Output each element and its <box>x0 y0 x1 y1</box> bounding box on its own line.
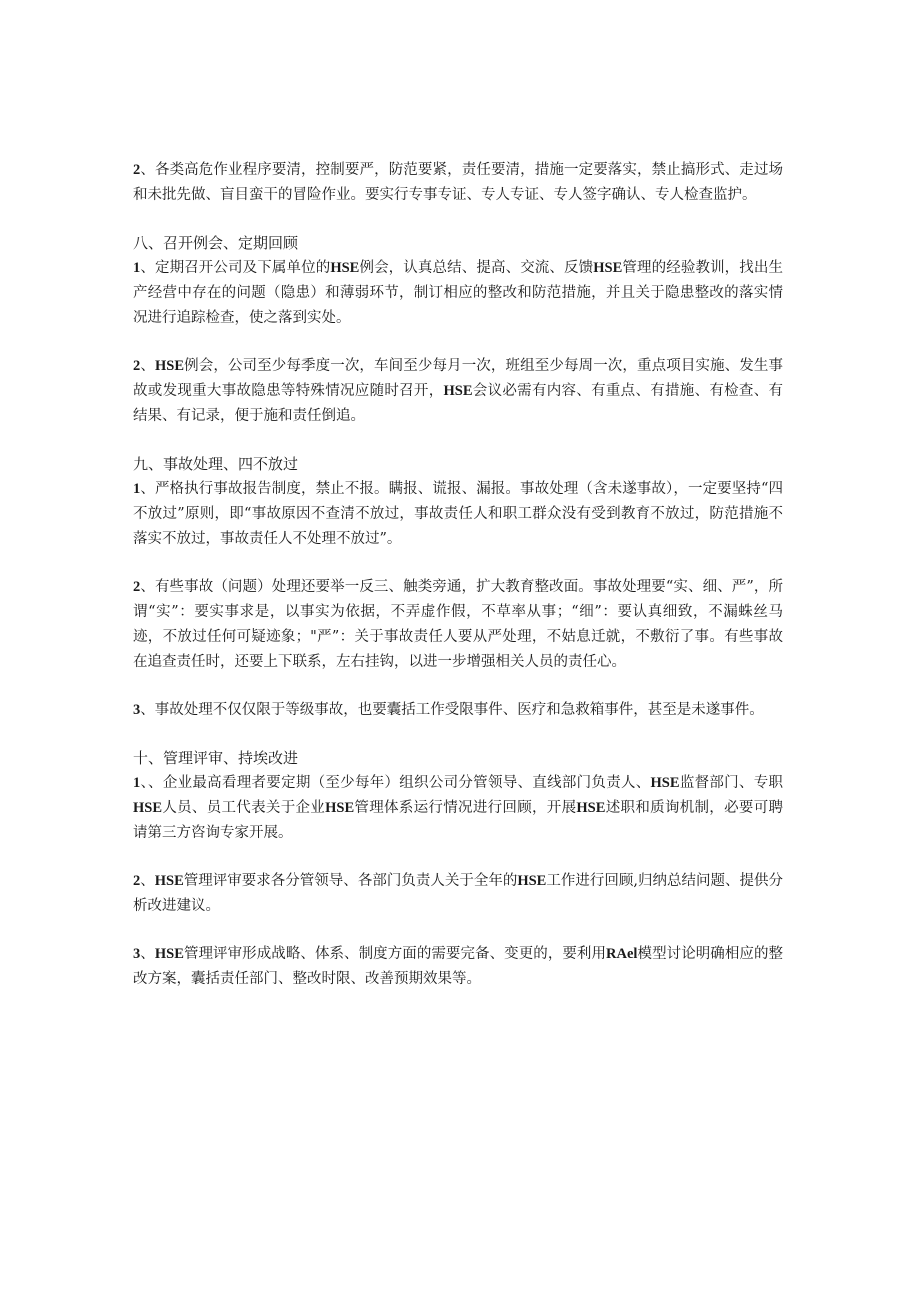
paragraph-gap <box>133 429 783 452</box>
paragraph-text: 例会，公司至少每季度一次，车间至少每月一次，班组至少每周一次，重点项目实施、发生事故或发现重大事故隐患等特殊情况应随时召开， <box>133 358 784 399</box>
paragraph-text: 、定期召开公司及下属单位的 <box>140 260 331 276</box>
bold-term: HSE <box>650 775 680 791</box>
paragraph-text: 、 <box>140 358 155 374</box>
paragraph-text: 工作进行回顾,归纳总结问题、提供分析改进建议。 <box>133 873 784 914</box>
paragraph-gap <box>133 331 783 354</box>
item-number: 2 <box>133 162 141 178</box>
bold-term: HSE <box>576 800 606 816</box>
item-number: 2 <box>133 358 141 374</box>
paragraph-text: 、有些事故（问题）处理还要举一反三、触类旁通，扩大教育整改面。事故处理要“实、细、严”，所谓“实”：要实事求是，以事实为依据，不弄虚作假，不草率从事；“细”：要认真细致，不漏蛛丝马迹，不放过任何可疑迹象；"严”：关于事故责任人要从严处理，不姑息迁就，不敷衍了事。有些事故在追查责任时，还要上下联系，左右挂钩，以进一步增强相关人员的责任心。 <box>133 579 783 670</box>
p-10-1-paragraph <box>133 771 783 846</box>
paragraph-gap <box>133 846 783 869</box>
section-8-heading: 八、召开例会、定期回顾 <box>133 234 299 252</box>
p-8-2-paragraph <box>133 354 783 429</box>
bold-term: HSE <box>443 383 473 399</box>
item-number: 1 <box>133 260 141 276</box>
paragraph-text: 述职和质询机制，必要可聘请第三方咨询专家开展。 <box>133 800 784 841</box>
paragraph-text: 会议必需有内容、有重点、有措施、有检查、有结果、有记录，便于施和责任倒追。 <box>133 383 784 424</box>
paragraph-gap <box>133 919 783 942</box>
paragraph-text: 人员、员工代表关于企业 <box>162 800 326 816</box>
paragraph-text: 、 <box>140 873 155 889</box>
bold-term: HSE <box>133 800 163 816</box>
item-number: 1 <box>133 481 141 497</box>
bold-term: HSE <box>325 800 355 816</box>
bold-term: HSE <box>330 260 360 276</box>
paragraph-text: 模型讨论明确相应的整改方案，囊括责任部门、整改时限、改善预期效果等。 <box>133 946 784 987</box>
paragraph-text: 管理的经验教训，找出生产经营中存在的问题（隐患）和薄弱环节，制订相应的整改和防范措施，并且关于隐患整改的落实情况进行追踪检查，使之落到实处。 <box>133 260 784 326</box>
paragraph-text: 、 <box>140 946 155 962</box>
p-9-3-paragraph <box>133 698 783 723</box>
paragraph-gap <box>133 723 783 746</box>
item-number: 2 <box>133 873 141 889</box>
item-number: 2 <box>133 579 141 595</box>
paragraph-gap <box>133 208 783 231</box>
section-10-heading: 十、管理评审、持埃改进 <box>133 749 299 767</box>
bold-term: RAel <box>606 946 638 962</box>
p-10-2-paragraph <box>133 869 783 919</box>
paragraph-text: 、事故处理不仅仅限于等级事故，也要囊括工作受限事件、医疗和急救箱事件，甚至是未遂事件。 <box>140 702 764 718</box>
bold-term: HSE <box>154 873 184 889</box>
p-8-1-paragraph <box>133 256 783 331</box>
paragraph-text: 管理体系运行情况进行回顾，开展 <box>354 800 577 816</box>
bold-term: HSE <box>154 946 184 962</box>
bold-term: HSE <box>154 358 184 374</box>
item-number: 3 <box>133 702 141 718</box>
paragraph-gap <box>133 552 783 575</box>
item-number: 3 <box>133 946 141 962</box>
paragraph-text: 管理评审要求各分管领导、各部门负责人关于全年的 <box>183 873 518 889</box>
paragraph-text: 、、企业最高看理者要定期（至少每年）组织公司分管领导、直线部门负责人、 <box>140 775 651 791</box>
p-9-2-paragraph <box>133 575 783 675</box>
document-page <box>133 158 783 992</box>
paragraph-text: 例会，认真总结、提高、交流、反馈 <box>359 260 594 276</box>
paragraph-text: 、各类高危作业程序要清，控制要严，防范要紧，责任要清，措施一定要落实，禁止搞形式、走过场和未批先做、盲目蛮干的冒险作业。要实行专事专证、专人专证、专人签字确认、专人检查监护。 <box>133 162 783 203</box>
paragraph-text: 、严格执行事故报告制度，禁止不报。瞒报、谎报、漏报。事故处理（含未遂事故），一定要坚持“四不放过”原则，即“事故原因不查清不放过，事故责任人和职工群众没有受到教育不放过，防范措施不落实不放过，事故责任人不处理不放过”。 <box>133 481 783 547</box>
paragraph-text: 监督部门、专职 <box>679 775 783 791</box>
p-prev-2-paragraph <box>133 158 783 208</box>
section-9-heading: 九、事故处理、四不放过 <box>133 455 299 473</box>
paragraph-gap <box>133 675 783 698</box>
paragraph-text: 管理评审形成战略、体系、制度方面的需要完备、变更的，要利用 <box>183 946 607 962</box>
bold-term: HSE <box>593 260 623 276</box>
p-9-1-paragraph <box>133 477 783 552</box>
item-number: 1 <box>133 775 141 791</box>
p-10-3-paragraph <box>133 942 783 992</box>
bold-term: HSE <box>517 873 547 889</box>
